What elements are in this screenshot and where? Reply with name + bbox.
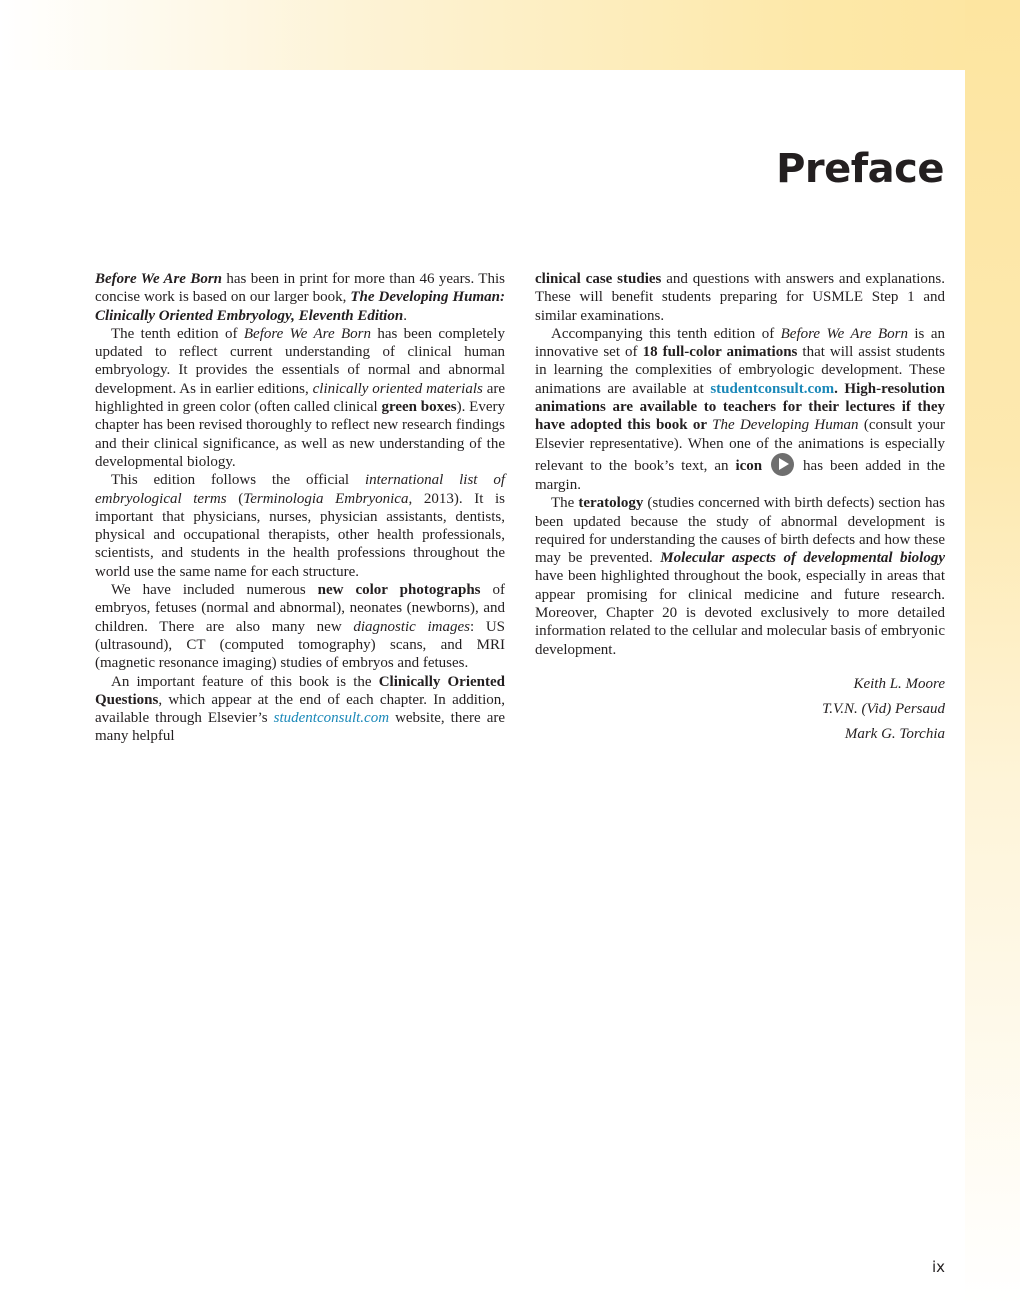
signature-torchia: Mark G. Torchia <box>844 726 945 742</box>
left-column <box>95 270 505 746</box>
paragraph-tenth-edition: The tenth edition of Before We Are Born has been completely updated to reflect current understanding of clinical human embryology. It provides the essentials of normal and abnormal development. As in earlier editions, clinically oriented materials are highlighted in green color (often called clinical green boxes). Every chapter has been revised thoroughly to reflect new research findings and their clinical significance, as well as new understanding of the developmental biology. <box>95 325 506 470</box>
page-number: ix <box>931 1258 945 1276</box>
paragraph-photographs: We have included numerous new color photographs of embryos, fetuses (normal and abnormal), neonates (newborns), and children. There are also many new diagnostic images: US (ultrasound), CT (computed tomography) scans, and MRI (magnetic resonance imaging) studies of embryos and fetuses. <box>95 582 506 672</box>
play-circle-icon <box>771 453 794 476</box>
side-color-band <box>965 0 1020 1305</box>
paragraph-teratology: The teratology (studies concerned with birth defects) section has been updated because the study of abnormal development is required for understanding the causes of birth defects and how these may be prevented. Molecular aspects of developmental biology have been highlighted throughout the book, especially in areas that appear promising for clinical medicine and future research. Moreover, Chapter 20 is devoted exclusively to more detailed information related to the cellular and molecular basis of embryonic development. <box>535 495 945 658</box>
paragraph-terminology: This edition follows the official international list of embryological terms (Terminologia Embryonica, 2013). It is important that physicians, nurses, physician assistants, dentists, physical and occupational therapists, other health professionals, scientists, and students in the health professions throughout the world use the same name for each structure. <box>95 472 505 580</box>
page-title: Preface <box>776 146 944 192</box>
paragraph-animations: Accompanying this tenth edition of Before We Are Born is an innovative set of 18 full-color animations that will assist students in learning the complexities of embryologic development. These animations are available at studentconsult.com. High-resolution animations are available to teachers for their lectures if they have adopted this book or The Developing Human (consult your Elsevier representative). When one of the animations is especially relevant to the book’s text, an icon has been added in the margin. <box>535 325 946 493</box>
header-color-band <box>0 0 1020 70</box>
right-column <box>535 270 945 659</box>
paragraph-questions-part2: clinical case studies and questions with answers and explanations. These will benefit students preparing for USMLE Step 1 and similar examinations. <box>535 271 945 324</box>
paragraph-intro: Before We Are Born has been in print for more than 46 years. This concise work is based on our larger book, The Developing Human: Clinically Oriented Embryology, Eleventh Edition. <box>95 271 505 324</box>
author-signatures <box>822 672 945 747</box>
signature-moore: Keith L. Moore <box>853 676 945 692</box>
studentconsult-link-bold[interactable]: studentconsult.com <box>710 380 835 397</box>
studentconsult-link[interactable]: studentconsult.com <box>273 710 390 727</box>
signature-persaud: T.V.N. (Vid) Persaud <box>822 701 945 717</box>
paragraph-questions-part1: An important feature of this book is the Clinically Oriented Questions, which appear at the end of each chapter. In addition, available through Elsevier’s studentconsult.com website, there are many helpful <box>95 673 505 745</box>
